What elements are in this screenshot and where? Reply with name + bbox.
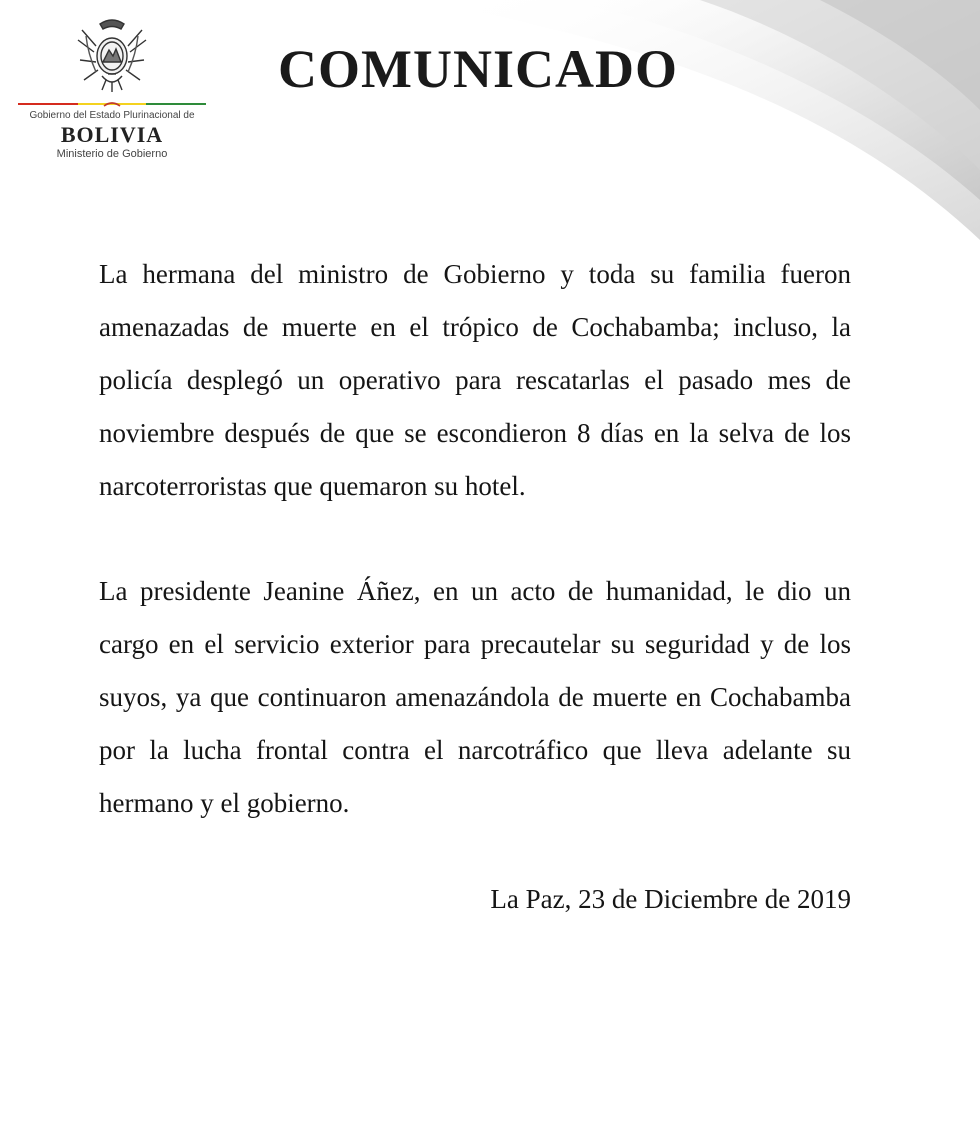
page-title: COMUNICADO — [278, 39, 678, 99]
ministry-name: Ministerio de Gobierno — [56, 148, 168, 160]
document-body — [99, 248, 851, 882]
country-name: BOLIVIA — [60, 122, 164, 147]
paragraph: La hermana del ministro de Gobierno y toda su familia fueron amenazadas de muerte en el trópico de Cochabamba; incluso, la policía desplegó un operativo para rescatarlas el pasado mes de noviembre después de que se escondieron 8 días en la selva de los narcoterroristas que quemaron su hotel. — [99, 259, 851, 501]
government-name: Gobierno del Estado Plurinacional de — [29, 110, 195, 121]
signature-date: La Paz, 23 de Diciembre de 2019 — [490, 884, 851, 914]
paragraph: La presidente Jeanine Áñez, en un acto de humanidad, le dio un cargo en el servicio exterior para precautelar su seguridad y de los suyos, ya que continuaron amenazándola de muerte en Cochabamba por la lucha frontal contra el narcotráfico que lleva adelante su hermano y el gobierno. — [99, 576, 851, 818]
flag-color-rule — [18, 101, 206, 107]
coat-of-arms-icon — [72, 16, 152, 96]
ministry-logo — [14, 14, 210, 164]
